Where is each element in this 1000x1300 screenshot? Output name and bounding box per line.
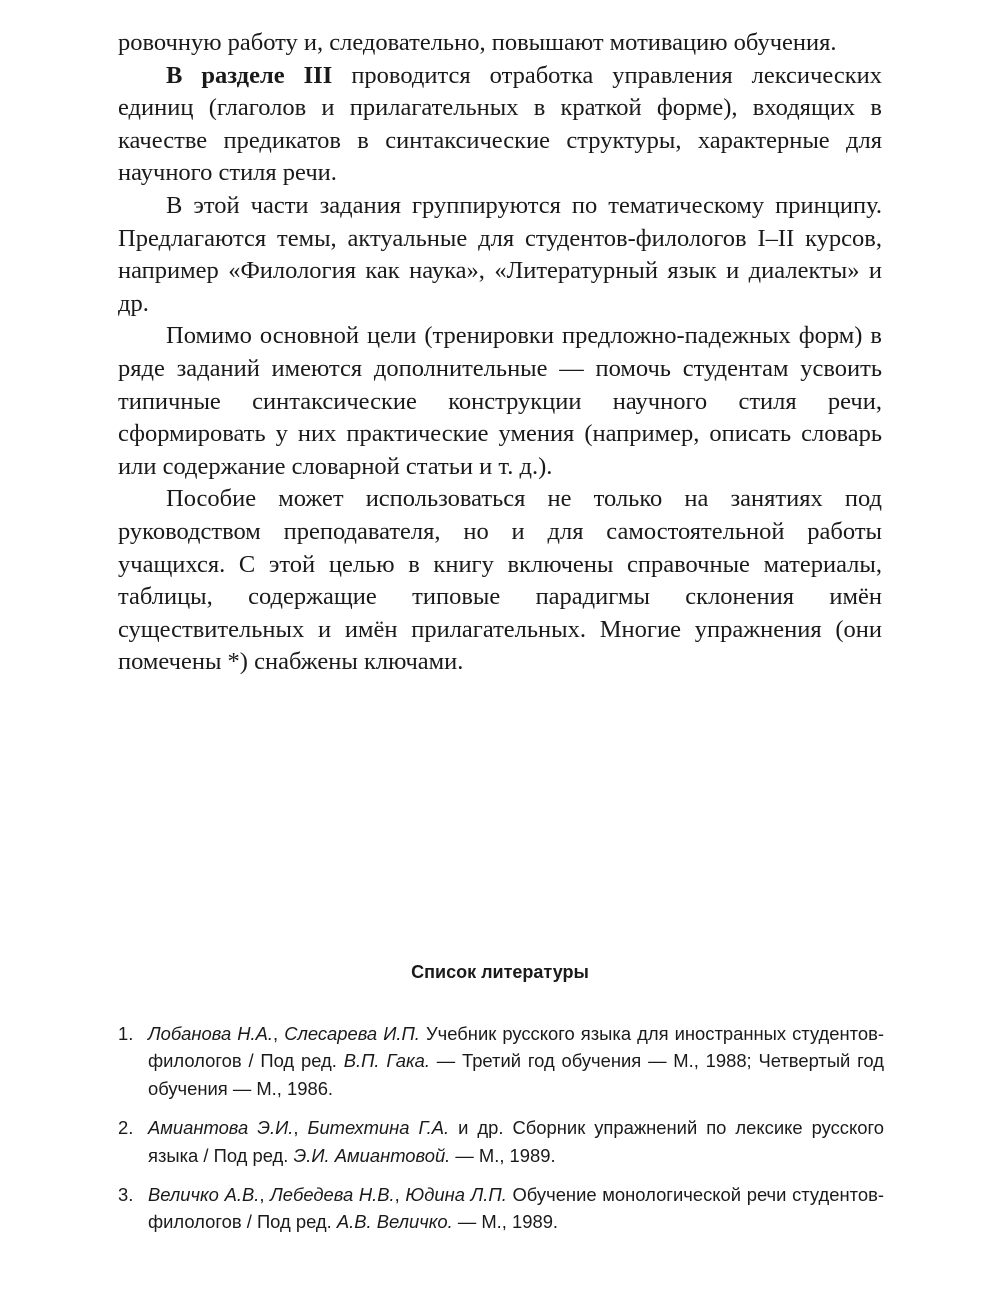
reference-number: 1. xyxy=(118,1023,134,1044)
reference-author: Лебедева Н.В. xyxy=(270,1184,395,1206)
paragraph-3: В этой части задания группируются по тематическому принципу. Предлагаются темы, актуальные для студентов-филологов I–II курсов, например «Филология как наука», «Литературный язык и диалекты» и др. xyxy=(118,191,882,317)
paragraph-1: ровочную работу и, следовательно, повышают мотивацию обучения. xyxy=(118,29,837,56)
paragraph-5: Пособие может использоваться не только на занятиях под руководством преподавателя, но и для самостоятельной работы учащихся. С этой целью в книгу включены справочные материалы, таблицы, содержащие типовые парадигмы склонения имён существительных и имён прилагательных. Многие упражнения (они помечены *) снабжены ключами. xyxy=(118,485,882,676)
paragraph-4: Помимо основной цели (тренировки предложно-падежных форм) в ряде заданий имеются дополнительные — помочь студентам усвоить типичные синтаксические конструкции научного стиля речи, сформировать у них практические умения (например, описать словарь или содержание словарной статьи и т. д.). xyxy=(118,322,882,480)
reference-separator: , xyxy=(259,1184,271,1206)
reference-text: Учебник русского языка для иностранных студентов-филологов / Под ред. xyxy=(148,1023,884,1072)
references-title: Список литературы xyxy=(411,962,589,982)
reference-separator: , xyxy=(273,1023,285,1044)
paragraph-2 xyxy=(118,60,882,190)
reference-author: Амиантова Э.И. xyxy=(148,1117,294,1139)
reference-author: Величко А.В. xyxy=(148,1184,260,1206)
reference-author: Битехтина Г.А. xyxy=(307,1117,450,1139)
reference-text: Обучение монологической речи студентов-филологов / Под ред. xyxy=(148,1184,884,1233)
reference-author: Юдина Л.П. xyxy=(405,1184,507,1206)
reference-text: — М., 1989. xyxy=(452,1211,559,1233)
reference-editor: А.В. Величко. xyxy=(336,1211,453,1233)
reference-author: Слесарева И.П. xyxy=(284,1023,420,1044)
reference-text: — М., 1989. xyxy=(450,1144,556,1166)
reference-item-1 xyxy=(118,1020,884,1102)
paragraph-2-text: проводится отработка управления лексических единиц (глаголов и прилагательных в краткой форме), входящих в качестве предикатов в синтаксические структуры, характерные для научного стиля речи. xyxy=(118,61,882,187)
references-list xyxy=(118,1020,884,1248)
body-text xyxy=(118,27,882,679)
reference-editor: Э.И. Амиантовой. xyxy=(293,1144,451,1166)
reference-author: Лобанова Н.А. xyxy=(148,1023,274,1044)
reference-item-2 xyxy=(118,1114,884,1169)
reference-text: — Третий год обучения — М., 1988; Четвертый год обучения — М., 1986. xyxy=(148,1050,884,1099)
reference-separator: , xyxy=(293,1117,308,1139)
reference-separator: , xyxy=(394,1184,406,1206)
reference-number: 2. xyxy=(118,1117,134,1139)
reference-text: и др. Сборник упражнений по лексике русского языка / Под ред. xyxy=(148,1117,884,1166)
reference-item-3 xyxy=(118,1181,884,1236)
reference-number: 3. xyxy=(118,1184,134,1206)
section-3-label: В разделе III xyxy=(166,61,333,89)
reference-editor: В.П. Гака. xyxy=(343,1050,430,1072)
